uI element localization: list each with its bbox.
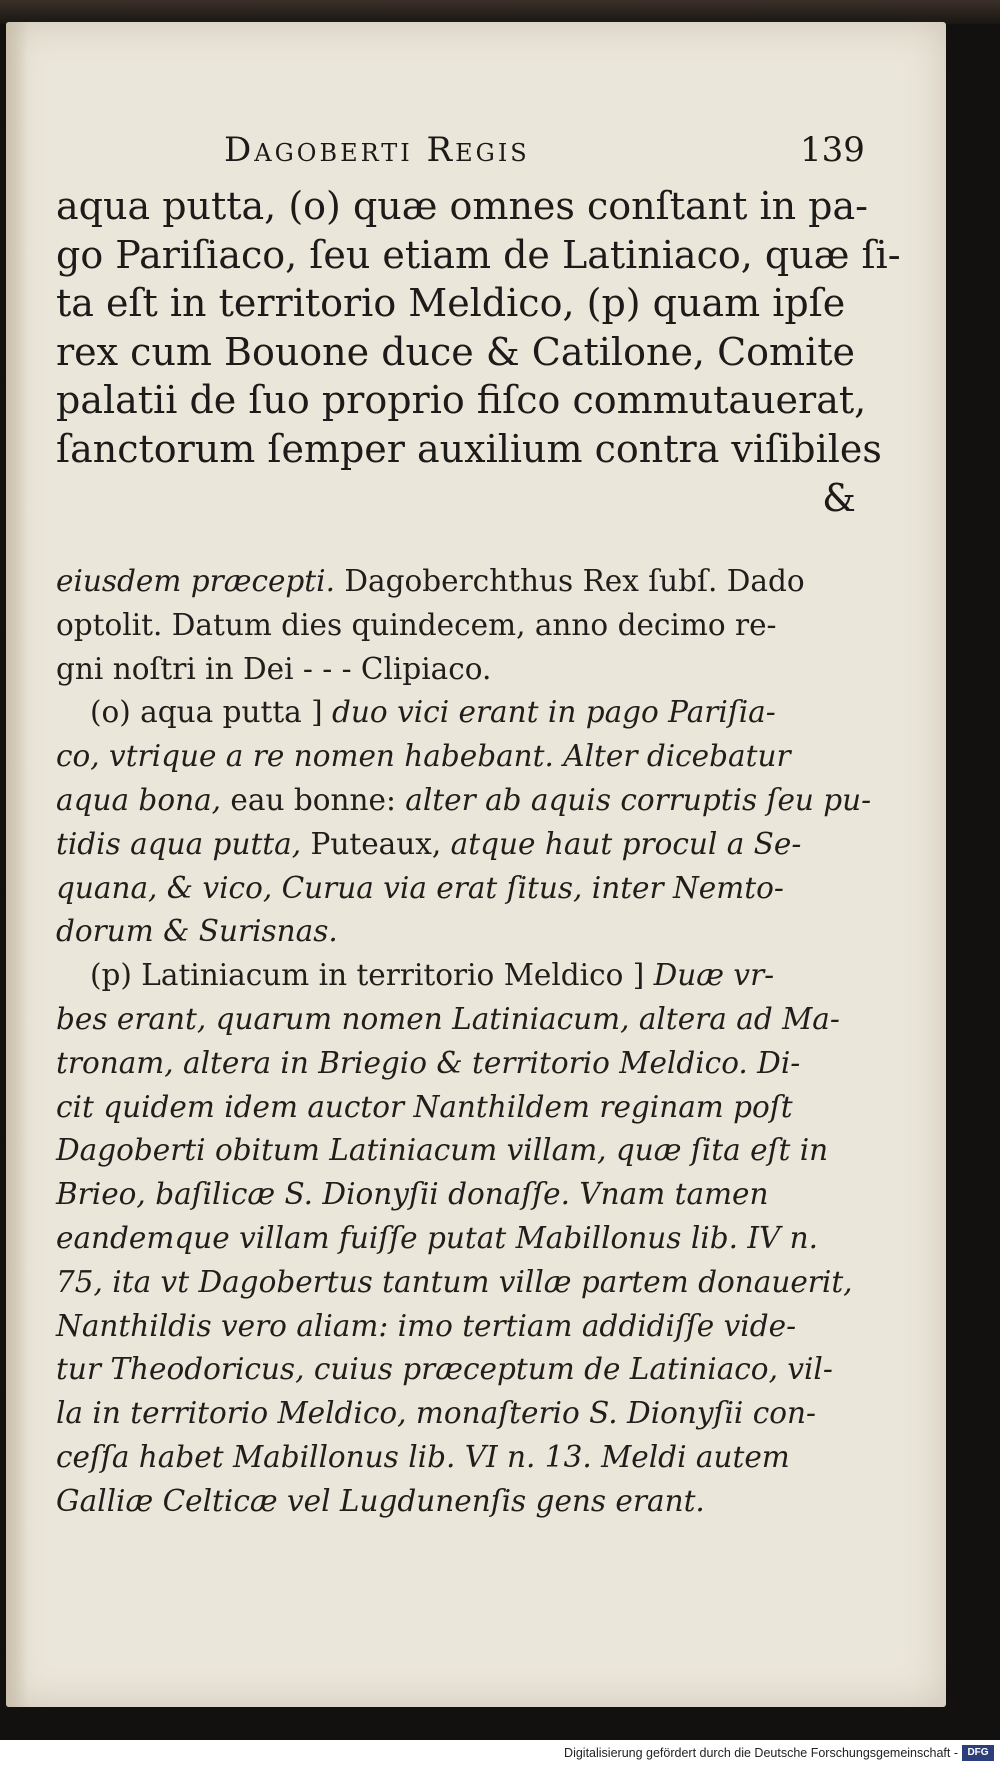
note-o-line <box>56 691 856 735</box>
note-p-text: Duæ vr- <box>653 958 775 993</box>
note-o-line: quana, & vico, Curua via erat ſitus, inter Nemto- <box>56 870 784 905</box>
main-text-line: ta eſt in territorio Meldico, (p) quam ipſe <box>56 281 846 326</box>
note-o-text: atque haut procul a Se- <box>450 826 802 861</box>
footer-credit: Digitalisierung gefördert durch die Deutsche Forschungsgemeinschaft - <box>564 1746 958 1760</box>
note-p-line: 75, ita vt Dagobertus tantum villæ partem donauerit, <box>56 1264 853 1299</box>
note-p-line: eandemque villam fuiſſe putat Mabillonus lib. IV n. <box>56 1220 819 1255</box>
main-text-line: aqua putta, (o) quæ omnes conſtant in pa- <box>56 184 868 228</box>
note-p-line <box>56 954 856 998</box>
note-o-text: Puteaux, <box>301 826 451 861</box>
main-text-line: ſanctorum ſemper auxilium contra viſibiles <box>56 426 882 471</box>
note-o-lemma: (o) aqua putta ] <box>90 695 333 730</box>
note-o-text: aqua bona, <box>56 782 222 817</box>
note-o-line: co, vtrique a re nomen habebant. Alter dicebatur <box>56 739 791 774</box>
main-text-block <box>56 182 901 522</box>
note-p-line: la in territorio Meldico, monaſterio S. Dionyſii con- <box>56 1396 816 1431</box>
notes-intro-line: optolit. Datum dies quindecem, anno decimo re- <box>56 607 777 642</box>
digitization-footer <box>0 1740 1000 1768</box>
note-p-line: bes erant, quarum nomen Latiniacum, altera ad Ma- <box>56 1001 840 1036</box>
note-o-text: eau bonne: <box>221 782 406 817</box>
note-p-line: Galliæ Celticæ vel Lugdunenſis gens erant. <box>56 1483 705 1518</box>
notes-intro-italic: eiusdem præcepti. <box>56 564 335 598</box>
note-o-line <box>56 823 856 867</box>
notes-intro-line <box>56 560 856 604</box>
note-p-line: Nanthildis vero aliam: imo tertiam addidiſſe vide- <box>56 1308 797 1343</box>
main-text-line: rex cum Bouone duce & Catilone, Comite <box>56 329 855 374</box>
note-p-line: Dagoberti obitum Latiniacum villam, quæ ſita eſt in <box>56 1133 829 1168</box>
book-page <box>6 22 946 1707</box>
note-p-line: tronam, altera in Briegio & territorio Meldico. Di- <box>56 1045 801 1080</box>
note-p-lemma: (p) Latiniacum in territorio Meldico ] <box>90 958 654 993</box>
page-gutter-shadow <box>6 22 28 1707</box>
catchword: & <box>822 475 856 520</box>
note-o-text: alter ab aquis corruptis ſeu pu- <box>405 782 872 817</box>
note-o-text: duo vici erant in pago Pariſia- <box>332 695 776 730</box>
dfg-logo-icon: DFG <box>962 1745 994 1761</box>
note-p-line: tur Theodoricus, cuius præceptum de Latiniaco, vil- <box>56 1352 833 1387</box>
page-number: 139 <box>800 130 865 170</box>
note-o-text: tidis aqua putta, <box>56 826 302 861</box>
note-o-line <box>56 779 872 823</box>
book-edge-top <box>0 0 1000 24</box>
note-p-line: Brieo, baſilicæ S. Dionyſii donaſſe. Vnam tamen <box>56 1177 769 1212</box>
note-p-line: ceſſa habet Mabillonus lib. VI n. 13. Meldi autem <box>56 1439 790 1474</box>
note-o-line: dorum & Surisnas. <box>56 914 338 949</box>
page-header <box>6 130 946 180</box>
notes-intro-line: gni noſtri in Dei - - - Clipiaco. <box>56 651 492 686</box>
footnotes-block <box>56 560 872 1524</box>
notes-intro-rest: Dagoberchthus Rex ſubſ. Dado <box>334 564 805 598</box>
running-title: Dagoberti Regis <box>224 130 530 170</box>
main-text-line: go Pariſiaco, ſeu etiam de Latiniaco, quæ ſi- <box>56 232 901 277</box>
note-p-line: cit quidem idem auctor Nanthildem reginam poſt <box>56 1089 793 1124</box>
main-text-line: palatii de ſuo proprio fiſco commutauerat, <box>56 378 867 423</box>
